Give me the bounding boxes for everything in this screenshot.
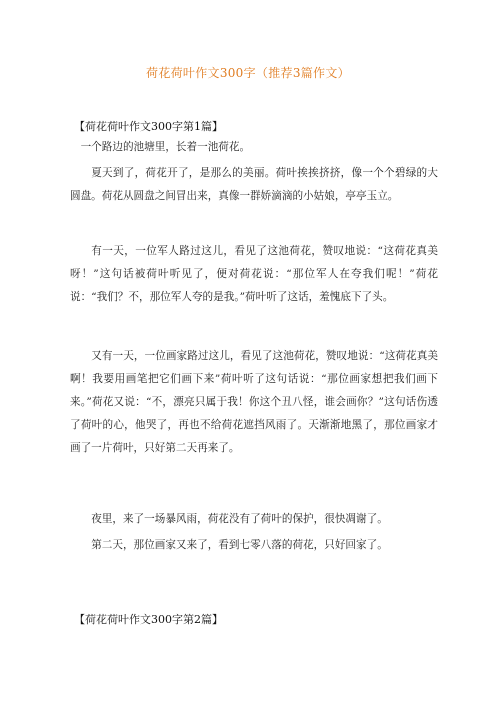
- document-title: 荷花荷叶作文300字（推荐3篇作文）: [146, 66, 350, 80]
- paragraph-1: 一个路边的池塘里，长着一池荷花。: [80, 141, 251, 153]
- paragraph-4: 又有一天，一位画家路过这儿，看见了这池荷花，赞叹地说：“这荷花真美啊！我要用画笔把它们画下来”荷叶听了这句话说：“那位画家想把我们画下来。”荷花又说：“不，漂亮只属于我！你这个丑八怪，谁会画你？”这句话伤透了荷叶的心，他哭了，再也不给荷花遮挡风雨了。天渐渐地黑了，那位画家才画了一片荷叶，只好第二天再来了。: [70, 350, 438, 454]
- paragraph-3: 有一天，一位军人路过这儿，看见了这池荷花，赞叹地说：“这荷花真美呀！”这句话被荷叶听见了，便对荷花说：“那位军人在夸我们呢！”荷花说：“我们？不，那位军人夸的是我。”荷叶听了这话，羞愧底下了头。: [70, 245, 438, 303]
- paragraph-5: 夜里，来了一场暴风雨，荷花没有了荷叶的保护，很快凋谢了。: [91, 513, 388, 525]
- section-heading-2: 【荷花荷叶作文300字第2篇】: [74, 613, 223, 626]
- paragraph-6: 第二天，那位画家又来了，看到七零八落的荷花，只好回家了。: [91, 539, 388, 551]
- paragraph-2: 夏天到了，荷花开了，是那么的美丽。荷叶挨挨挤挤，像一个个碧绿的大圆盘。荷花从圆盘之间冒出来，真像一群娇滴滴的小姑娘，亭亭玉立。: [70, 167, 438, 202]
- section-heading-1: 【荷花荷叶作文300字第1篇】: [74, 120, 223, 133]
